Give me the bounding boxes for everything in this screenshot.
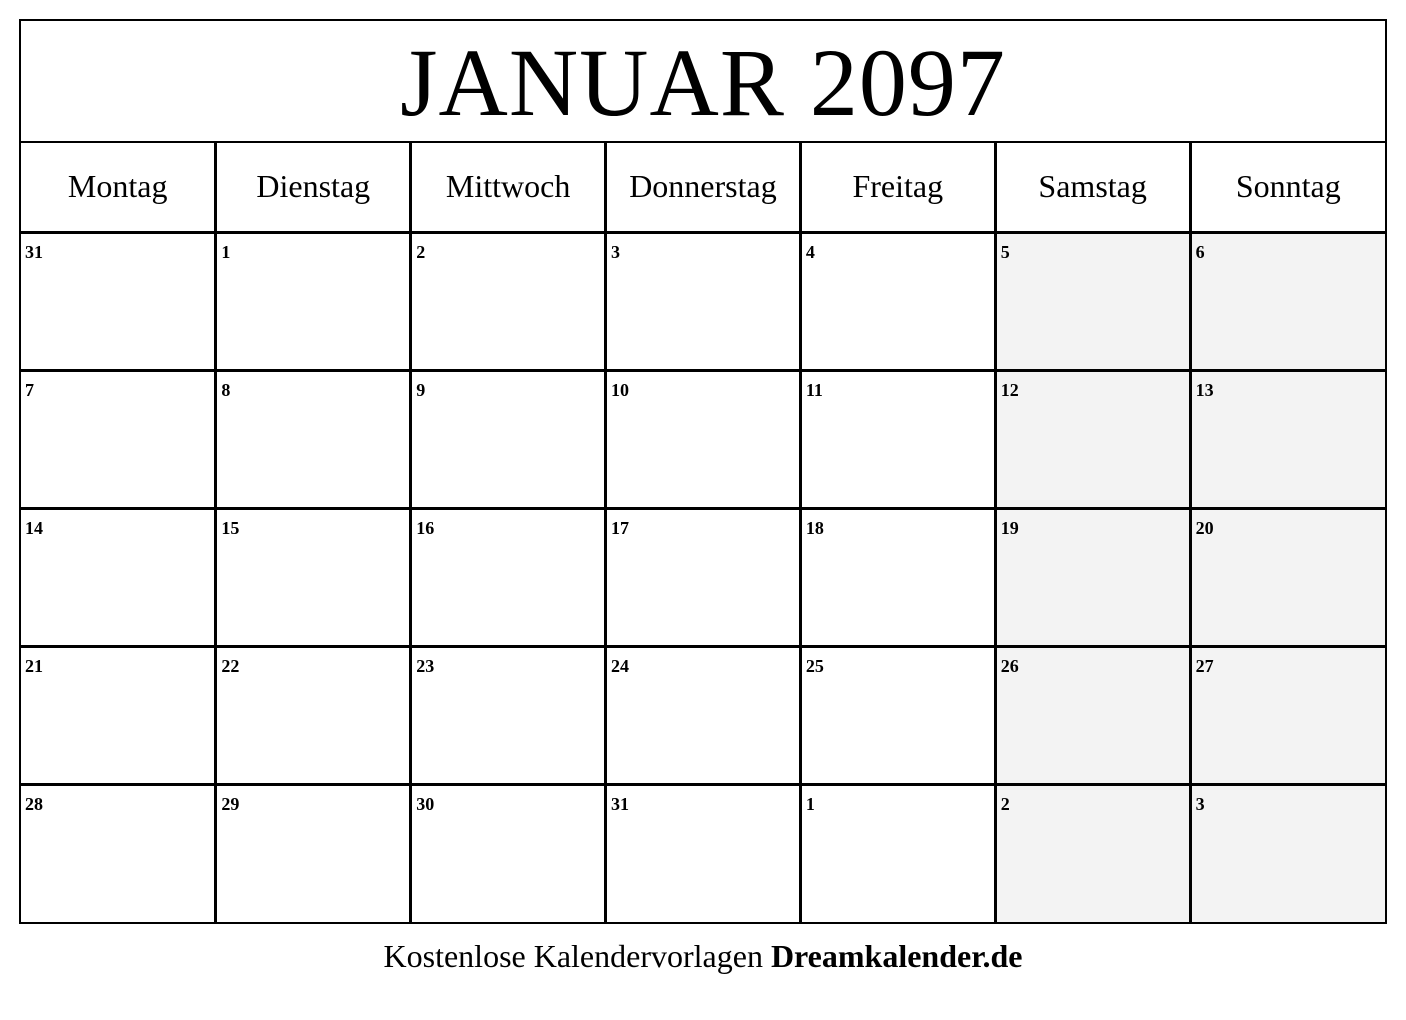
week-row-3 xyxy=(21,508,1385,646)
calendar-grid xyxy=(21,143,1385,922)
day-number: 2 xyxy=(416,241,426,262)
day-number: 9 xyxy=(416,379,426,400)
day-cell[interactable] xyxy=(800,508,995,646)
day-cell[interactable] xyxy=(216,646,411,784)
day-cell[interactable] xyxy=(800,646,995,784)
day-number: 2 xyxy=(1000,793,1010,814)
weekend-day-cell[interactable] xyxy=(995,232,1190,370)
day-number: 3 xyxy=(611,241,621,262)
day-number: 5 xyxy=(1000,241,1010,262)
weekend-day-cell[interactable] xyxy=(1190,370,1385,508)
day-cell[interactable] xyxy=(606,508,801,646)
day-number: 15 xyxy=(221,517,240,538)
weekday-wednesday: Mittwoch xyxy=(411,143,606,232)
weekend-day-cell[interactable] xyxy=(1190,646,1385,784)
day-cell[interactable] xyxy=(411,784,606,922)
day-number: 1 xyxy=(221,241,231,262)
day-cell[interactable] xyxy=(216,232,411,370)
day-cell[interactable] xyxy=(606,370,801,508)
week-row-1 xyxy=(21,232,1385,370)
weekday-header-row xyxy=(21,143,1385,232)
weekend-day-cell[interactable] xyxy=(1190,784,1385,922)
week-row-5 xyxy=(21,784,1385,922)
day-cell[interactable] xyxy=(411,232,606,370)
day-number: 20 xyxy=(1195,517,1214,538)
day-cell[interactable] xyxy=(216,784,411,922)
day-number: 24 xyxy=(611,655,630,676)
day-cell[interactable] xyxy=(800,232,995,370)
week-row-2 xyxy=(21,370,1385,508)
day-number: 28 xyxy=(25,793,43,814)
day-number: 16 xyxy=(416,517,435,538)
day-number: 3 xyxy=(1195,793,1205,814)
weekday-sunday: Sonntag xyxy=(1190,143,1385,232)
day-number: 25 xyxy=(805,655,824,676)
day-number: 1 xyxy=(805,793,815,814)
weekend-day-cell[interactable] xyxy=(1190,232,1385,370)
weekend-day-cell[interactable] xyxy=(995,508,1190,646)
weekend-day-cell[interactable] xyxy=(995,784,1190,922)
weekend-day-cell[interactable] xyxy=(995,646,1190,784)
weekday-monday: Montag xyxy=(21,143,216,232)
day-number: 13 xyxy=(1195,379,1214,400)
weekday-thursday: Donnerstag xyxy=(606,143,801,232)
day-number: 8 xyxy=(221,379,231,400)
day-cell[interactable] xyxy=(411,370,606,508)
calendar-title: JANUAR 2097 xyxy=(400,29,1006,136)
day-number: 23 xyxy=(416,655,435,676)
day-cell[interactable] xyxy=(606,784,801,922)
day-cell[interactable] xyxy=(606,232,801,370)
day-number: 31 xyxy=(25,241,43,262)
footer xyxy=(0,938,1406,975)
day-cell[interactable] xyxy=(21,508,216,646)
calendar-header xyxy=(21,21,1385,143)
day-cell[interactable] xyxy=(800,370,995,508)
weekend-day-cell[interactable] xyxy=(1190,508,1385,646)
day-number: 14 xyxy=(25,517,43,538)
weekend-day-cell[interactable] xyxy=(995,370,1190,508)
footer-brand-link[interactable]: Dreamkalender.de xyxy=(770,938,1023,974)
day-cell[interactable] xyxy=(21,784,216,922)
day-cell[interactable] xyxy=(411,646,606,784)
day-cell[interactable] xyxy=(21,370,216,508)
day-number: 29 xyxy=(221,793,240,814)
day-cell[interactable] xyxy=(216,508,411,646)
day-number: 22 xyxy=(221,655,240,676)
day-number: 18 xyxy=(805,517,824,538)
day-number: 11 xyxy=(805,379,823,400)
day-cell[interactable] xyxy=(21,646,216,784)
day-cell[interactable] xyxy=(606,646,801,784)
day-number: 12 xyxy=(1000,379,1019,400)
weekday-tuesday: Dienstag xyxy=(216,143,411,232)
day-number: 31 xyxy=(611,793,630,814)
day-cell[interactable] xyxy=(21,232,216,370)
day-number: 27 xyxy=(1195,655,1214,676)
day-number: 7 xyxy=(25,379,34,400)
calendar xyxy=(19,19,1387,924)
weekday-saturday: Samstag xyxy=(995,143,1190,232)
weekday-friday: Freitag xyxy=(800,143,995,232)
week-row-4 xyxy=(21,646,1385,784)
day-number: 26 xyxy=(1000,655,1019,676)
day-cell[interactable] xyxy=(216,370,411,508)
day-number: 30 xyxy=(416,793,435,814)
day-number: 17 xyxy=(611,517,630,538)
day-number: 6 xyxy=(1195,241,1205,262)
day-cell[interactable] xyxy=(411,508,606,646)
day-number: 4 xyxy=(805,241,815,262)
day-number: 21 xyxy=(25,655,43,676)
day-number: 19 xyxy=(1000,517,1019,538)
day-number: 10 xyxy=(611,379,630,400)
footer-text: Kostenlose Kalendervorlagen xyxy=(383,938,763,974)
day-cell[interactable] xyxy=(800,784,995,922)
